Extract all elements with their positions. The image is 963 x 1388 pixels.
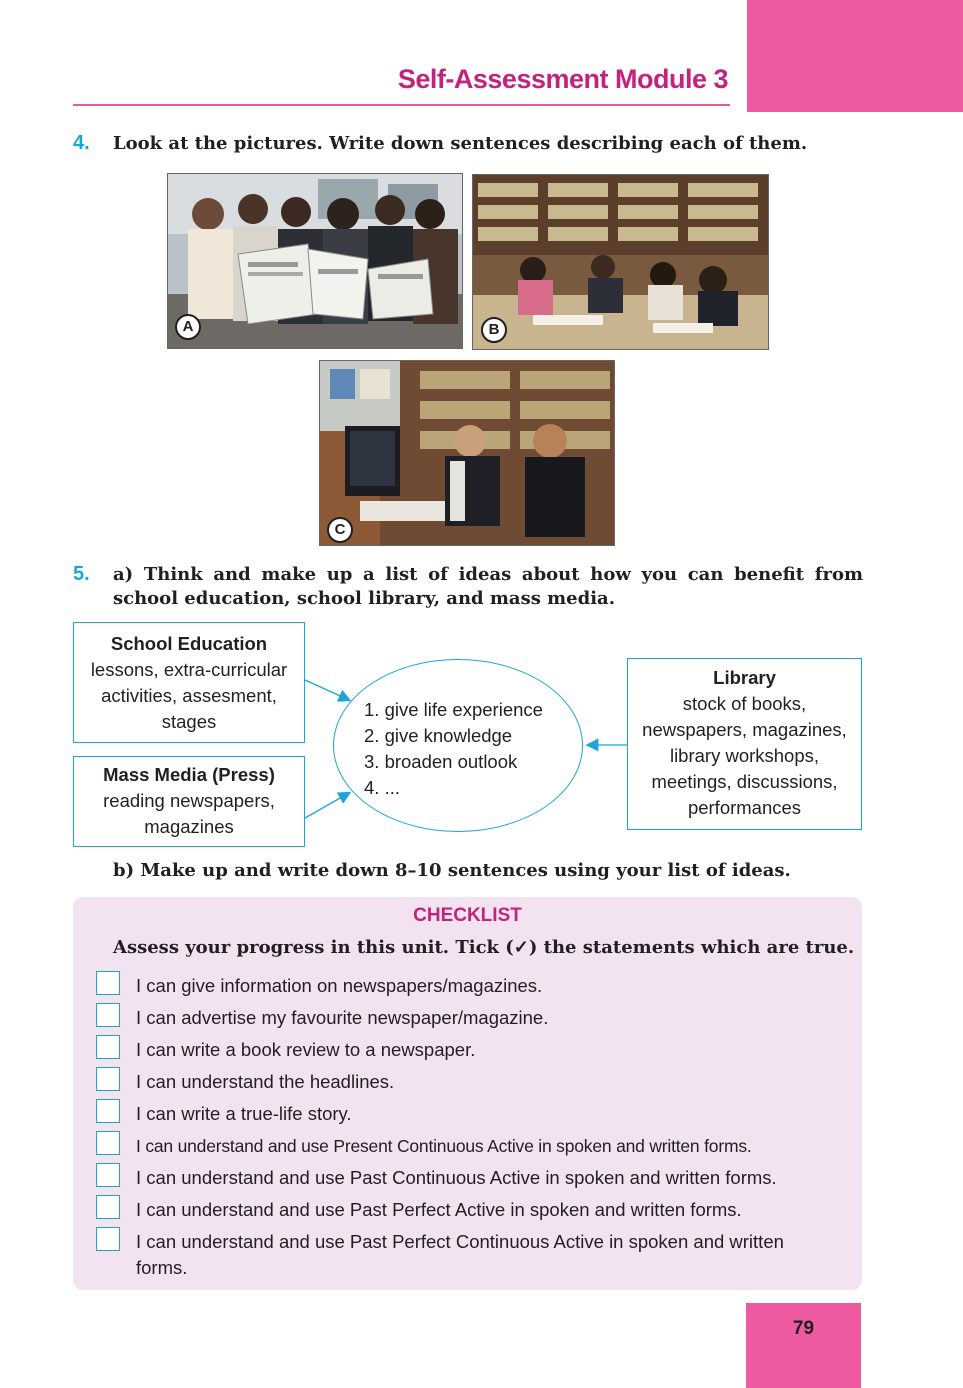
arrow-school-to-benefits bbox=[305, 680, 349, 700]
checkbox[interactable] bbox=[96, 1099, 120, 1123]
checklist-item-text: I can understand and use Present Continuous Active in spoken and written forms. bbox=[136, 1136, 752, 1156]
library-line: library workshops, bbox=[669, 745, 820, 766]
checklist-item-text: I can advertise my favourite newspaper/magazine. bbox=[136, 1007, 549, 1028]
mass-media-line: reading newspapers, bbox=[103, 790, 275, 811]
checklist-item-text: I can understand and use Past Perfect Continuous Active in spoken and written forms. bbox=[136, 1231, 784, 1278]
task-4-instruction: Look at the pictures. Write down sentences describing each of them. bbox=[113, 133, 808, 154]
school-education-line: stages bbox=[161, 711, 217, 732]
checkbox[interactable] bbox=[96, 1227, 120, 1251]
checklist-item-text: I can understand the headlines. bbox=[136, 1071, 395, 1092]
benefit-item: 4. ... bbox=[364, 777, 400, 798]
photo-b-label: B bbox=[481, 317, 507, 343]
benefit-item: 3. broaden outlook bbox=[364, 751, 518, 772]
page-number: 79 bbox=[792, 1318, 815, 1339]
footer-pink-tab bbox=[746, 1303, 861, 1388]
library-line: performances bbox=[687, 797, 802, 818]
task-5-number: 5. bbox=[73, 563, 90, 585]
checkbox[interactable] bbox=[96, 1195, 120, 1219]
checklist-item-text: I can write a book review to a newspaper. bbox=[136, 1039, 476, 1060]
checkbox[interactable] bbox=[96, 1035, 120, 1059]
mass-media-line: magazines bbox=[144, 816, 234, 837]
photo-a-label: A bbox=[175, 314, 201, 340]
checkbox[interactable] bbox=[96, 1003, 120, 1027]
mass-media-title: Mass Media (Press) bbox=[103, 764, 275, 785]
checklist-item-text: I can understand and use Past Perfect Active in spoken and written forms. bbox=[136, 1199, 742, 1220]
checkbox[interactable] bbox=[96, 1131, 120, 1155]
checkbox[interactable] bbox=[96, 1067, 120, 1091]
checkbox[interactable] bbox=[96, 971, 120, 995]
school-education-title: School Education bbox=[110, 633, 268, 654]
library-line: newspapers, magazines, bbox=[642, 719, 847, 740]
library-line: meetings, discussions, bbox=[651, 771, 838, 792]
benefit-item: 1. give life experience bbox=[364, 699, 543, 720]
task-5a-line-2: school education, school library, and mass media. bbox=[113, 588, 615, 609]
task-5a-line-1: a) Think and make up a list of ideas about how you can benefit from bbox=[113, 564, 863, 585]
page-title: Self-Assessment Module 3 bbox=[397, 64, 728, 94]
checklist-instruction: Assess your progress in this unit. Tick (✓) the statements which are true. bbox=[113, 937, 855, 958]
arrow-media-to-benefits bbox=[305, 793, 349, 818]
school-education-line: activities, assesment, bbox=[101, 685, 277, 706]
checklist-item-text: I can understand and use Past Continuous Active in spoken and written forms. bbox=[136, 1167, 777, 1188]
library-title: Library bbox=[713, 667, 776, 688]
task-5b-instruction: b) Make up and write down 8–10 sentences using your list of ideas. bbox=[113, 860, 791, 881]
checklist-title: CHECKLIST bbox=[413, 905, 522, 926]
library-line: stock of books, bbox=[682, 693, 807, 714]
task-4-number: 4. bbox=[73, 132, 90, 154]
benefit-item: 2. give knowledge bbox=[364, 725, 513, 746]
checkbox[interactable] bbox=[96, 1163, 120, 1187]
checklist-item-text: I can give information on newspapers/magazines. bbox=[136, 975, 543, 996]
checklist-item-text: I can write a true-life story. bbox=[136, 1103, 352, 1124]
photo-c-label: C bbox=[327, 517, 353, 543]
school-education-line: lessons, extra-curricular bbox=[90, 659, 288, 680]
